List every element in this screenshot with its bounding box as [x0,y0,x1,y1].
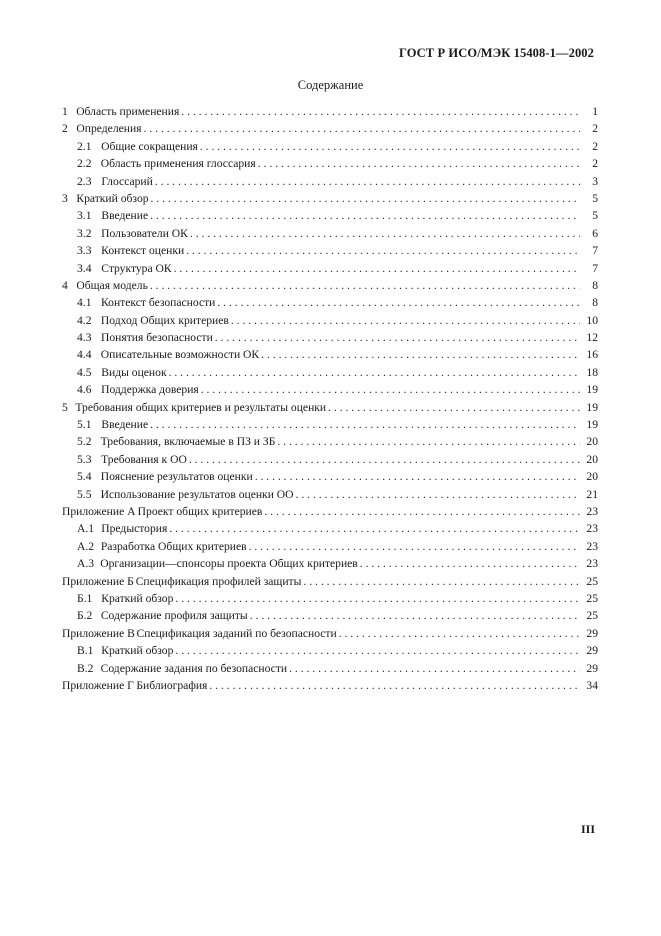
toc-entry-number: 5.3 [77,452,92,466]
toc-entry-number: 2.2 [77,157,92,171]
toc-entry-page: 25 [586,591,598,605]
toc-entry-label: Контекст оценки [101,244,185,258]
toc-entry[interactable] [62,294,598,311]
toc-entry-label: Разработка Общих критериев [100,539,247,553]
toc-entry[interactable] [62,520,598,537]
toc-entry-page: 5 [592,191,598,205]
toc-entry[interactable] [62,433,598,450]
toc-entry-label: Требования к ОО [101,452,187,466]
toc-entry-page: 19 [586,400,598,414]
toc-entry-number: 3.4 [77,261,92,275]
toc-entry-page: 8 [592,278,598,292]
toc-entry-number: 4.6 [77,383,92,397]
toc-entry[interactable] [62,155,598,172]
document-header: ГОСТ Р ИСО/МЭК 15408-1—2002 [398,46,594,60]
toc-entry-label: Использование результатов оценки ОО [100,487,294,501]
toc-entry[interactable] [62,590,598,607]
toc-entry-label: Организации—спонсоры проекта Общих критериев [100,557,358,571]
toc-entry-number: 4.5 [77,365,92,379]
toc-entry-number: 4.2 [77,313,92,327]
toc-entry[interactable] [62,207,598,224]
toc-entry-page: 7 [592,261,598,275]
toc-entry-label: Проект общих критериев [137,504,263,518]
toc-entry-page: 7 [592,244,598,258]
toc-entry-number: 5 [62,400,68,414]
toc-entry-label: Определения [76,122,142,136]
toc-entry[interactable] [62,538,598,555]
table-of-contents [62,103,598,694]
toc-entry[interactable] [62,346,598,363]
toc-entry-label: Содержание задания по безопасности [100,661,288,675]
dot-leader [200,138,580,155]
toc-entry-page: 34 [586,678,598,692]
dot-leader [264,503,580,520]
dot-leader [231,312,580,329]
toc-entry-label: Поддержка доверия [101,383,199,397]
toc-entry-number: 4 [62,278,68,292]
toc-entry-label: Общие сокращения [101,139,198,153]
toc-entry-page: 20 [586,470,598,484]
dot-leader [155,173,580,190]
dot-leader [277,433,580,450]
toc-entry[interactable] [62,677,598,694]
toc-entry-page: 3 [592,174,598,188]
dot-leader [201,381,580,398]
toc-entry-number: 4.3 [77,331,92,345]
toc-entry[interactable] [62,138,598,155]
toc-entry-page: 5 [592,209,598,223]
dot-leader [175,590,580,607]
dot-leader [289,660,580,677]
dot-leader [151,190,580,207]
toc-entry-page: 10 [586,313,598,327]
dot-leader [217,294,580,311]
toc-entry[interactable] [62,120,598,137]
toc-entry-number: 5.2 [77,435,92,449]
toc-entry-page: 19 [586,418,598,432]
dot-leader [181,103,580,120]
toc-entry[interactable] [62,642,598,659]
toc-entry-label: Область применения [76,105,180,118]
toc-entry-label: Введение [101,209,149,223]
toc-entry-page: 8 [592,296,598,310]
toc-entry[interactable] [62,416,598,433]
dot-leader [339,625,580,642]
toc-entry-number: Приложение Г [62,678,134,692]
toc-entry-label: Спецификация профилей защиты [135,574,302,588]
toc-entry[interactable] [62,225,598,242]
toc-entry-label: Краткий обзор [101,591,174,605]
toc-entry-page: 23 [586,539,598,553]
toc-entry-label: Спецификация заданий по безопасности [136,626,337,640]
toc-entry[interactable] [62,660,598,677]
toc-entry-number: 5.4 [77,470,92,484]
toc-entry[interactable] [62,190,598,207]
toc-entry-page: 23 [586,557,598,571]
dot-leader [150,207,580,224]
page-title: Содержание [297,78,364,92]
toc-entry[interactable] [62,312,598,329]
toc-entry-number: 3.2 [77,226,92,240]
toc-entry-number: 5.1 [77,418,92,432]
toc-entry-number: Б.1 [77,591,93,605]
toc-entry-label: Подход Общих критериев [100,313,229,327]
toc-entry-number: 2.1 [77,139,92,153]
toc-entry[interactable] [62,625,598,642]
toc-entry[interactable] [62,468,598,485]
toc-entry-page: 20 [586,452,598,466]
toc-entry[interactable] [62,381,598,398]
toc-entry-page: 20 [586,435,598,449]
toc-entry-page: 29 [586,644,598,658]
toc-entry-number: 3.3 [77,244,92,258]
toc-entry-page: 1 [592,105,598,118]
toc-entry-page: 18 [586,365,598,379]
toc-entry[interactable] [62,399,598,416]
dot-leader [144,120,581,137]
toc-entry[interactable] [62,607,598,624]
toc-entry-label: Пользователи ОК [101,226,188,240]
toc-entry[interactable] [62,260,598,277]
dot-leader [189,451,580,468]
toc-entry-number: 2 [62,122,68,136]
dot-leader [261,346,580,363]
toc-entry-label: Общая модель [76,278,148,292]
toc-entry-page: 21 [586,487,598,501]
toc-entry-number: Б.2 [77,609,93,623]
toc-entry[interactable] [62,329,598,346]
dot-leader [255,468,580,485]
toc-entry-number: 1 [62,105,68,118]
dot-leader [258,155,580,172]
dot-leader [303,573,580,590]
dot-leader [150,277,580,294]
toc-entry-page: 25 [586,574,598,588]
toc-entry-number: В.2 [77,661,94,675]
dot-leader [249,538,580,555]
dot-leader [209,677,580,694]
dot-leader [169,520,580,537]
toc-entry[interactable] [62,364,598,381]
toc-entry[interactable] [62,451,598,468]
toc-entry-label: Структура ОК [101,261,172,275]
toc-entry-number: Приложение В [62,626,135,640]
toc-entry-number: 2.3 [77,174,92,188]
page-number: III [580,822,595,836]
dot-leader [169,364,580,381]
dot-leader [328,399,580,416]
dot-leader [215,329,580,346]
toc-entry-label: Описательные возможности ОК [100,348,260,362]
toc-entry-number: 5.5 [77,487,92,501]
toc-entry-label: Краткий обзор [76,191,149,205]
toc-entry-page: 16 [586,348,598,362]
toc-entry[interactable] [62,503,598,520]
toc-entry[interactable] [62,277,598,294]
toc-entry-page: 23 [586,522,598,536]
toc-entry-number: 3.1 [77,209,92,223]
toc-entry-page: 2 [592,139,598,153]
toc-entry-number: Приложение Б [62,574,134,588]
toc-entry-label: Контекст безопасности [101,296,216,310]
toc-entry-number: А.1 [77,522,95,536]
dot-leader [175,642,580,659]
toc-entry-label: Введение [101,418,149,432]
toc-entry[interactable] [62,573,598,590]
dot-leader [150,416,580,433]
toc-entry-page: 2 [592,122,598,136]
toc-entry-page: 6 [592,226,598,240]
toc-entry[interactable] [62,173,598,190]
toc-entry-label: Требования общих критериев и результаты оценки [75,400,327,414]
toc-entry-number: 4.4 [77,348,92,362]
dot-leader [250,607,580,624]
toc-entry-label: Виды оценок [101,365,167,379]
dot-leader [360,555,580,572]
toc-entry-number: 4.1 [77,296,92,310]
toc-entry-number: А.2 [77,539,95,553]
toc-entry-number: 3 [62,191,68,205]
toc-entry-label: Глоссарий [101,174,153,188]
toc-entry-page: 25 [586,609,598,623]
toc-entry-label: Краткий обзор [101,644,174,658]
toc-entry-page: 29 [586,626,598,640]
toc-entry-page: 2 [592,157,598,171]
toc-entry-label: Понятия безопасности [101,331,213,345]
toc-entry[interactable] [62,555,598,572]
toc-entry[interactable] [62,242,598,259]
dot-leader [186,242,580,259]
toc-entry[interactable] [62,486,598,503]
dot-leader [190,225,580,242]
toc-entry-label: Пояснение результатов оценки [100,470,253,484]
dot-leader [296,486,580,503]
toc-entry-number: В.1 [77,644,94,658]
toc-entry-label: Область применения глоссария [100,157,256,171]
toc-entry-label: Требования, включаемые в ПЗ и ЗБ [100,435,276,449]
toc-entry-label: Предыстория [101,522,168,536]
dot-leader [174,260,580,277]
toc-entry-page: 23 [586,504,598,518]
toc-entry[interactable] [62,103,598,120]
toc-entry-number: Приложение А [62,504,136,518]
toc-entry-number: А.3 [77,557,95,571]
toc-entry-page: 19 [586,383,598,397]
toc-entry-label: Содержание профиля защиты [100,609,248,623]
toc-entry-page: 29 [586,661,598,675]
toc-entry-label: Библиография [136,678,208,692]
toc-entry-page: 12 [586,331,598,345]
